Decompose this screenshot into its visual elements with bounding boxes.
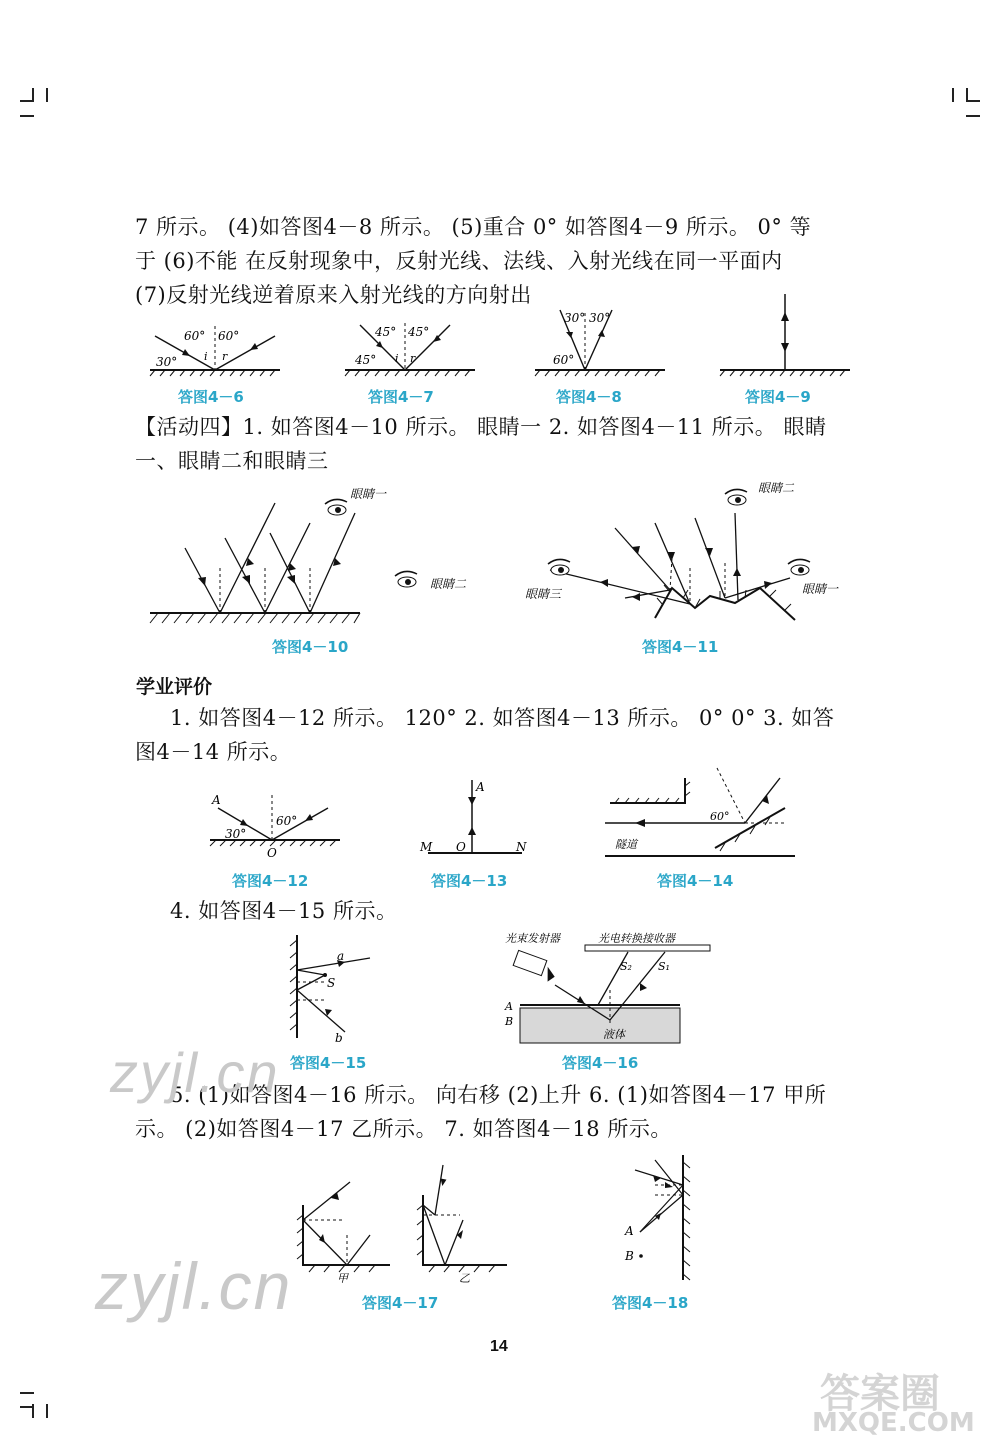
eval-line-5: 5. (1)如答图4－16 所示。 向右移 (2)上升 6. (1)如答图4－17 甲所 xyxy=(170,1083,827,1107)
crop-mark xyxy=(46,1404,48,1418)
figure-4-12 xyxy=(210,790,340,860)
crop-mark xyxy=(20,1392,34,1394)
fig16-s1: S₁ xyxy=(658,960,670,973)
crop-mark xyxy=(966,100,980,102)
caption-4-17: 答图4－17 xyxy=(362,1294,439,1312)
fig7-angle-bottom: 45° xyxy=(355,353,377,367)
eval-line-6: 示。 (2)如答图4－17 乙所示。 7. 如答图4－18 所示。 xyxy=(135,1117,672,1141)
caption-4-7: 答图4－7 xyxy=(368,388,434,406)
fig15-b: b xyxy=(335,1031,343,1045)
fig18-b: B xyxy=(625,1249,634,1263)
caption-4-11: 答图4－11 xyxy=(642,638,719,656)
figure-4-10 xyxy=(150,478,490,633)
fig7-angle-right: 45° xyxy=(408,325,430,339)
fig13-n: N xyxy=(516,840,527,854)
fig7-angle-left: 45° xyxy=(375,325,397,339)
fig15-a: a xyxy=(337,949,345,963)
section-heading: 学业评价 xyxy=(136,676,213,698)
fig14-angle: 60° xyxy=(710,810,730,823)
figure-4-7 xyxy=(345,318,475,378)
figure-4-11 xyxy=(520,478,860,633)
caption-4-15: 答图4－15 xyxy=(290,1054,367,1072)
page-number: 14 xyxy=(490,1338,508,1355)
fig18-a: A xyxy=(625,1224,634,1238)
fig13-m: M xyxy=(420,840,433,854)
caption-4-13: 答图4－13 xyxy=(431,872,508,890)
eye-one-icon xyxy=(325,499,347,515)
text-line-2: 于 (6)不能 在反射现象中，反射光线、法线、入射光线在同一平面内 xyxy=(135,249,783,273)
activity4-line-2: 一、眼睛二和眼睛三 xyxy=(135,449,329,473)
caption-4-12: 答图4－12 xyxy=(232,872,309,890)
crop-mark xyxy=(966,115,980,117)
caption-4-6: 答图4－6 xyxy=(178,388,244,406)
fig13-a: A xyxy=(476,780,485,794)
text-line-3: (7)反射光线逆着原来入射光线的方向射出 xyxy=(135,283,532,307)
emitter-icon xyxy=(513,950,557,983)
crop-mark xyxy=(952,88,954,102)
eval-line-2: 图4－14 所示。 xyxy=(135,740,292,764)
fig16-s2: S₂ xyxy=(620,960,632,973)
fig6-r: r xyxy=(222,350,228,363)
fig7-i: i xyxy=(395,352,399,365)
fig16-b: B xyxy=(505,1015,514,1028)
watermark: MXQE.COM xyxy=(812,1408,975,1438)
fig14-tunnel: 隧道 xyxy=(615,838,637,851)
figure-4-16 xyxy=(500,930,715,1048)
figure-4-6 xyxy=(150,318,280,378)
eye-two-label: 眼睛二 xyxy=(430,577,467,591)
figure-4-17 xyxy=(295,1160,520,1285)
eye-one-label: 眼睛一 xyxy=(802,582,839,596)
caption-4-8: 答图4－8 xyxy=(556,388,622,406)
crop-mark xyxy=(20,1406,34,1408)
caption-4-14: 答图4－14 xyxy=(657,872,734,890)
eye-two-icon xyxy=(725,489,747,505)
eye-three-icon xyxy=(548,559,570,575)
figure-4-8 xyxy=(535,308,665,378)
fig17-jia: 甲 xyxy=(337,1272,348,1285)
fig15-s: S xyxy=(327,976,336,990)
fig6-angle-left: 60° xyxy=(184,329,206,343)
eye-three-label: 眼睛三 xyxy=(525,587,562,601)
crop-mark xyxy=(20,115,34,117)
figure-4-18 xyxy=(615,1150,695,1285)
figure-4-15 xyxy=(285,930,385,1045)
fig12-angle-30: 30° xyxy=(225,827,247,841)
eval-line-1: 1. 如答图4－12 所示。 120° 2. 如答图4－13 所示。 0° 0° 3. 如答 xyxy=(170,706,835,730)
fig6-angle-right: 60° xyxy=(218,329,240,343)
crop-mark xyxy=(46,88,48,102)
fig16-emitter: 光束发射器 xyxy=(505,932,560,945)
caption-4-10: 答图4－10 xyxy=(272,638,349,656)
figure-4-13 xyxy=(420,775,530,860)
fig8-angle-left: 30° xyxy=(564,311,586,325)
text-line-1: 7 所示。 (4)如答图4－8 所示。 (5)重合 0° 如答图4－9 所示。 0° 等 xyxy=(135,215,812,239)
caption-4-18: 答图4－18 xyxy=(612,1294,689,1312)
watermark: 答案圈 xyxy=(820,1371,940,1417)
eye-one-label: 眼睛一 xyxy=(350,487,387,501)
figure-4-14 xyxy=(605,768,795,863)
fig8-angle-right: 30° xyxy=(589,311,611,325)
fig12-o: O xyxy=(267,846,277,860)
eye-two-icon xyxy=(395,571,417,587)
fig17-yi: 乙 xyxy=(459,1272,470,1285)
watermark: zyjl.cn xyxy=(110,1041,280,1104)
eval-line-4: 4. 如答图4－15 所示。 xyxy=(170,899,398,923)
fig16-receiver: 光电转换接收器 xyxy=(598,932,675,945)
fig12-angle-60: 60° xyxy=(276,814,298,828)
caption-4-16: 答图4－16 xyxy=(562,1054,639,1072)
activity4-line-1: 【活动四】1. 如答图4－10 所示。 眼睛一 2. 如答图4－11 所示。 眼睛 xyxy=(135,415,827,439)
eye-one-icon xyxy=(788,559,810,575)
fig16-a: A xyxy=(505,1000,513,1013)
fig7-r: r xyxy=(410,352,416,365)
fig13-o: O xyxy=(456,840,466,854)
fig16-liquid: 液体 xyxy=(603,1028,625,1041)
fig8-angle-bottom: 60° xyxy=(553,353,575,367)
crop-mark xyxy=(32,88,34,102)
figure-4-9 xyxy=(720,292,850,378)
fig6-angle-bottom: 30° xyxy=(156,355,178,369)
fig6-i: i xyxy=(204,350,208,363)
eye-two-label: 眼睛二 xyxy=(758,481,795,495)
fig12-a: A xyxy=(212,793,221,807)
watermark: zyjl.cn xyxy=(95,1249,293,1323)
caption-4-9: 答图4－9 xyxy=(745,388,811,406)
